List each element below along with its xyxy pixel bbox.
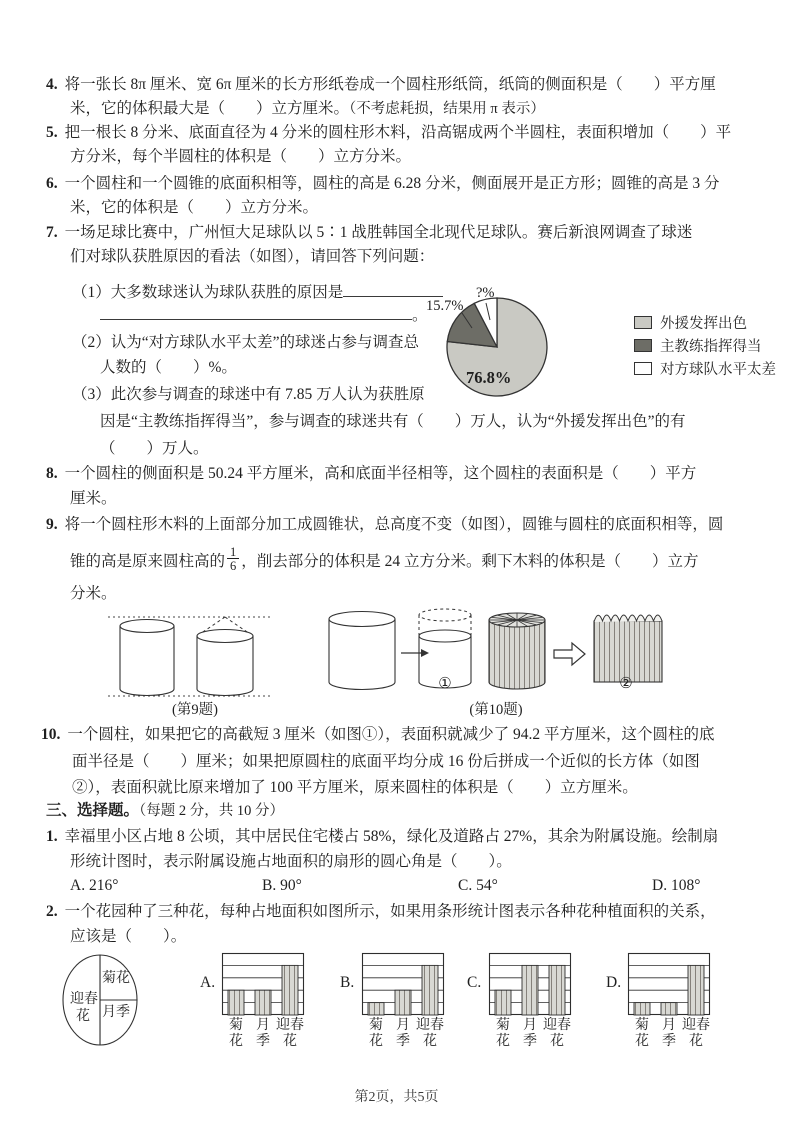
cat-a-2-bot: 季: [256, 1034, 270, 1049]
bar-chart-option-c: [467, 950, 571, 1050]
fraction-one-sixth: [227, 546, 239, 574]
choice1-line2: [70, 852, 512, 872]
cylA-top: [329, 612, 395, 627]
flower-label-yueji: 月季: [102, 1005, 130, 1020]
q10-text2: 面半径是（ ）厘米；如果把原圆柱的底面平均分成 16 份后拼成一个近似的长方体（如图: [72, 753, 700, 770]
q7-sub3-line2: [100, 412, 686, 432]
choice2-line2: [70, 927, 186, 947]
section3-title: 三、选择题。: [46, 802, 140, 819]
option-c-bars: [489, 953, 571, 1016]
cat-b-2-top: 月: [396, 1018, 410, 1033]
cat-d-2-bot: 季: [662, 1034, 676, 1049]
flower-label-yingchun-2: 花: [76, 1009, 90, 1024]
bar-chart-option-b: [340, 950, 444, 1050]
cat-c-3-top: 迎春: [543, 1018, 571, 1033]
choice2-text2: 应该是（ ）。: [70, 928, 187, 945]
choice1-option-d: D. 108°: [652, 877, 701, 894]
choice1-text1: 幸福里小区占地 8 公顷，其中居民住宅楼占 58%，绿化及道路占 27%，其余为附属设施。绘制扇: [64, 828, 719, 845]
q8-text2: 厘米。: [70, 490, 117, 507]
choice1-option-c: C. 54°: [458, 877, 498, 894]
q9-figure-cylinders: [105, 610, 275, 700]
page-footer: 第2页，共5页: [354, 1090, 439, 1105]
choice1-line1: [46, 827, 718, 847]
option-c-letter: C.: [467, 974, 482, 991]
cat-d-3-top: 迎春: [682, 1018, 710, 1033]
q10-figure-caption: (第10题): [469, 702, 523, 718]
fraction-numerator: 1: [230, 545, 237, 560]
q10-figure-label-1: ①: [438, 676, 452, 692]
q10-figure-label-2: ②: [619, 676, 633, 692]
cat-d-2-top: 月: [662, 1018, 676, 1033]
choice2-number: 2.: [46, 903, 58, 920]
q8-line1: [46, 464, 696, 484]
q5-text1: 把一根长 8 分米、底面直径为 4 分米的圆柱形木料，沿高锯成两个半圆柱，表面积增加（ ）平: [64, 124, 732, 141]
cat-b-1-top: 菊: [369, 1018, 383, 1033]
q9-text2b: ，削去部分的体积是 24 立方分米。剩下木料的体积是（ ）立方: [241, 553, 699, 570]
cylinder2-top: [197, 630, 253, 643]
q4-text1: 将一张长 8π 厘米、宽 6π 厘米的长方形纸卷成一个圆柱形纸筒，纸筒的侧面积是（ ）平方厘: [64, 76, 716, 93]
q7-sub2-text1: （2）认为“对方球队水平太差”的球迷占参与调查总: [72, 334, 420, 351]
cylinder2-bottom: [197, 689, 253, 696]
q7-sub2-text2: 人数的（ ）%。: [100, 359, 237, 376]
q9-line3: [70, 584, 117, 604]
choice1-option-a: A. 216°: [70, 877, 119, 894]
cat-d-1-bot: 花: [635, 1034, 649, 1049]
q8-text1: 一个圆柱的侧面积是 50.24 平方厘米，高和底面半径相等，这个圆柱的表面积是（ ）平方: [64, 465, 697, 482]
cylB-removed-top: [419, 609, 471, 621]
cat-a-2-top: 月: [256, 1018, 270, 1033]
cat-c-2-top: 月: [523, 1018, 537, 1033]
legend-swatch-dark: [634, 339, 652, 352]
legend-row-3: [634, 358, 776, 379]
cat-c-3-bot: 花: [550, 1034, 564, 1049]
q5-text2: 方分米，每个半圆柱的体积是（ ）立方分米。: [70, 148, 412, 165]
option-d-bars: [628, 953, 710, 1016]
pie-label-question: ?%: [476, 285, 495, 301]
section3-header: [46, 801, 284, 821]
choice1-text2: 形统计图时，表示附属设施占地面积的扇形的圆心角是（ ）。: [70, 853, 512, 870]
q7-sub2-line1: [72, 333, 419, 353]
flower-label-juhua: 菊花: [102, 971, 130, 986]
cat-a-3-top: 迎春: [276, 1018, 304, 1033]
choice2-line1: [46, 902, 716, 922]
choice1-number: 1.: [46, 828, 58, 845]
option-d-letter: D.: [606, 974, 622, 991]
cylA-bottom: [329, 682, 395, 690]
cat-a-1-bot: 花: [229, 1034, 243, 1049]
q10-text1: 一个圆柱，如果把它的高截短 3 厘米（如图①），表面积就减少了 94.2 平方厘米，这个圆柱的底: [67, 726, 715, 743]
assembled-block-body: [594, 621, 662, 682]
option-a-bars: [222, 953, 304, 1016]
q9-text1: 将一个圆柱形木料的上面部分加工成圆锥状，总高度不变（如图），圆锥与圆柱的底面积相等，圆: [64, 516, 724, 533]
q10-line2: [72, 752, 700, 772]
q9-text3: 分米。: [70, 585, 117, 602]
q7-sub3-line3: [100, 439, 209, 459]
cat-d-3-bot: 花: [689, 1034, 703, 1049]
q6-line1: [46, 174, 720, 194]
q4-line2: [70, 99, 545, 119]
section3-note: （每题 2 分，共 10 分）: [139, 803, 285, 819]
hollow-arrow: [554, 643, 585, 665]
option-b-letter: B.: [340, 974, 355, 991]
cat-d-1-top: 菊: [635, 1018, 649, 1033]
cylC-sector-lines: [490, 613, 545, 627]
q10-line3: [72, 778, 638, 798]
pie-label-76-8: 76.8%: [466, 368, 512, 387]
q9-number: 9.: [46, 516, 58, 533]
q6-line2: [70, 198, 318, 218]
q7-sub3-line1: [72, 385, 425, 405]
q9-line2: [70, 542, 699, 578]
q4-line1: [46, 75, 716, 95]
q8-number: 8.: [46, 465, 58, 482]
flower-label-yingchun-1: 迎春: [70, 992, 98, 1007]
q7-sub3-text2: 因是“主教练指挥得当”，参与调查的球迷共有（ ）万人，认为“外援发挥出色”的有: [100, 413, 686, 430]
legend-swatch-light: [634, 316, 652, 329]
cat-c-2-bot: 季: [523, 1034, 537, 1049]
q7-sub1-cont: [100, 306, 428, 326]
cat-a-3-bot: 花: [283, 1034, 297, 1049]
q10-line1: [41, 725, 715, 745]
q9-line1: [46, 515, 723, 535]
q7-sub3-text3: （ ）万人。: [100, 440, 209, 457]
cat-c-1-bot: 花: [496, 1034, 510, 1049]
q10-number: 10.: [41, 726, 61, 743]
cat-c-1-top: 菊: [496, 1018, 510, 1033]
cylB-top: [419, 630, 471, 642]
choice2-text1: 一个花园种了三种花，每种占地面积如图所示，如果用条形统计图表示各种花种植面积的关系，: [64, 903, 716, 920]
assembled-block-wedge-tops: [594, 615, 662, 622]
legend-row-2: [634, 335, 762, 356]
fans-pie-chart: [420, 280, 610, 408]
q6-number: 6.: [46, 175, 58, 192]
q6-text2: 米，它的体积是（ ）立方分米。: [70, 199, 319, 216]
bar-chart-option-d: [606, 950, 710, 1050]
q7-line2: [70, 247, 434, 267]
q7-text1: 一场足球比赛中，广州恒大足球队以 5∶1 战胜韩国全北现代足球队。赛后新浪网调查了球迷: [64, 224, 693, 241]
q4-number: 4.: [46, 76, 58, 93]
q7-sub3-text1: （3）此次参与调查的球迷中有 7.85 万人认为获胜原: [72, 386, 425, 403]
option-a-letter: A.: [200, 974, 216, 991]
q7-number: 7.: [46, 224, 58, 241]
pie-label-15-7: 15.7%: [426, 298, 464, 314]
cat-b-3-bot: 花: [423, 1034, 437, 1049]
q9-text2a: 锥的高是原来圆柱高的: [70, 553, 226, 570]
choice1-option-b: B. 90°: [262, 877, 302, 894]
q7-blank-line-2: [100, 307, 412, 320]
q7-sub1-text: （1）大多数球迷认为球队获胜的原因是: [72, 284, 344, 301]
cat-b-3-top: 迎春: [416, 1018, 444, 1033]
q7-text2: 们对球队获胜原因的看法（如图），请回答下列问题：: [70, 248, 435, 265]
legend-label-2: 主教练指挥得当: [660, 339, 762, 355]
legend-swatch-white: [634, 362, 652, 375]
q10-text3: ②），表面积就比原来增加了 100 平方厘米，原来圆柱的体积是（ ）立方厘米。: [72, 779, 638, 796]
cylC-bottom: [489, 682, 545, 689]
q7-sub2-line2: [100, 358, 237, 378]
cylinder1-bottom: [120, 689, 174, 696]
legend-label-1: 外援发挥出色: [660, 316, 747, 332]
q6-text1: 一个圆柱和一个圆锥的底面积相等，圆柱的高是 6.28 分米，侧面展开是正方形；圆锥的高是 3 分: [64, 175, 720, 192]
cat-b-1-bot: 花: [369, 1034, 383, 1049]
q7-sub1: [72, 283, 443, 303]
q7-line1: [46, 223, 692, 243]
q9-figure-caption: (第9题): [172, 702, 218, 718]
bar-chart-option-a: [200, 950, 304, 1050]
q4-text2: 米，它的体积最大是（ ）立方厘米。: [70, 100, 350, 117]
cat-a-1-top: 菊: [229, 1018, 243, 1033]
q7-sub1-period: 。: [412, 307, 428, 324]
q4-note: （不考虑耗损，结果用 π 表示）: [349, 101, 545, 117]
q5-number: 5.: [46, 124, 58, 141]
q8-line2: [70, 489, 117, 509]
option-b-bars: [362, 953, 444, 1016]
cylC-body: [489, 620, 545, 682]
legend-label-3: 对方球队水平太差: [660, 362, 776, 378]
cat-b-2-bot: 季: [396, 1034, 410, 1049]
q5-line2: [70, 147, 411, 167]
arrow-head: [421, 649, 429, 657]
q5-line1: [46, 123, 731, 143]
legend-row-1: [634, 312, 747, 333]
fraction-denominator: 6: [227, 558, 239, 573]
cylinder1-top: [120, 620, 174, 633]
